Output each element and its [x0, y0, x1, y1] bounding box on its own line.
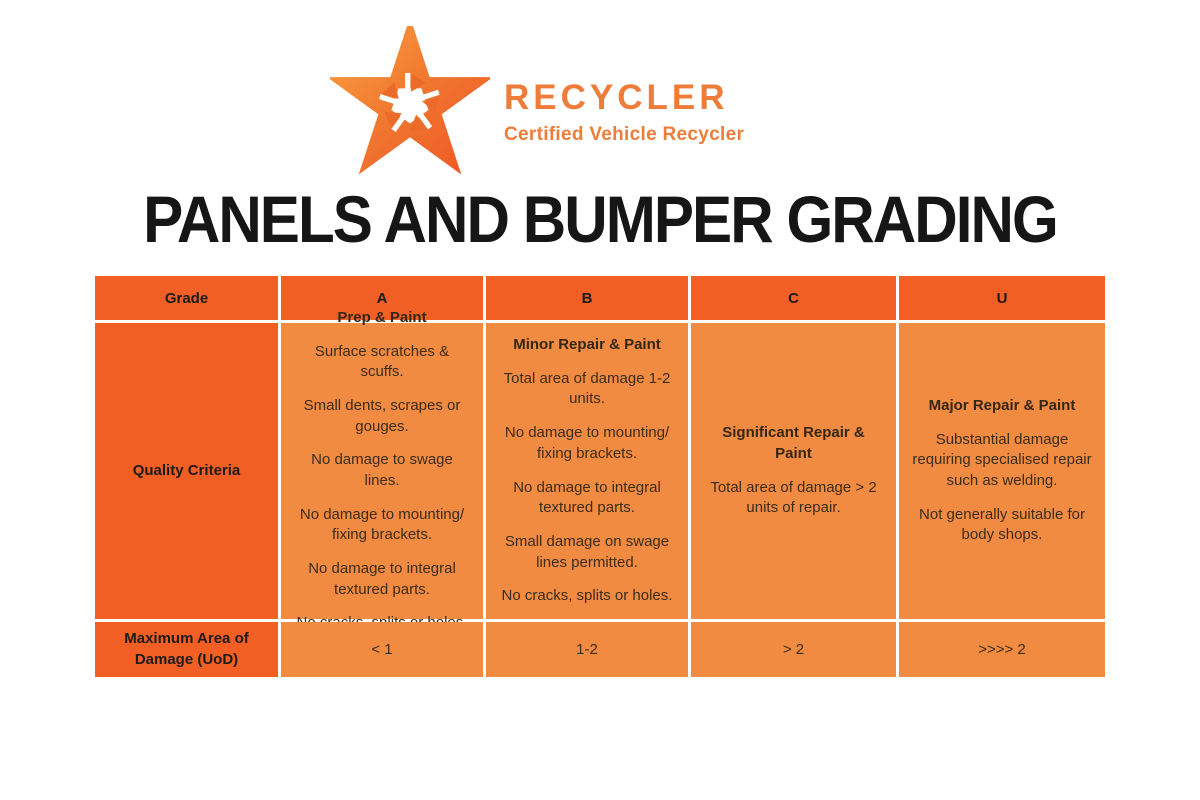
grade-b-item: No damage to mounting/ fixing brackets.: [504, 424, 670, 462]
grade-a-item: No damage to swage lines.: [311, 451, 453, 489]
grade-u-heading: Major Repair & Paint: [928, 396, 1076, 414]
quality-cell-c: [691, 323, 896, 619]
header-cell-grade: [95, 276, 278, 320]
quality-cell-u: [899, 323, 1105, 619]
quality-cell-b: [486, 323, 688, 619]
grade-a-item: Small dents, scrapes or gouges.: [303, 396, 461, 435]
grade-b-item: Total area of damage 1-2 units.: [503, 369, 671, 408]
page-title: PANELS AND BUMPER GRADING: [143, 183, 1057, 258]
max-damage-cell-b: 1-2: [486, 622, 688, 677]
logo-text: [504, 26, 744, 146]
grade-a-heading: Prep & Paint: [337, 308, 427, 326]
grade-a-item: Surface scratches & scuffs.: [314, 342, 450, 381]
grade-u-item: Not generally suitable for body shops.: [919, 505, 1085, 544]
grade-b-item: Small damage on swage lines permitted.: [504, 532, 670, 571]
grade-a-item: No damage to integral textured parts.: [308, 560, 456, 598]
header-label-a: A: [376, 289, 388, 307]
grade-c-item: Total area of damage > 2 units of repair.: [710, 478, 877, 517]
grade-a-item: No damage to mounting/ fixing brackets.: [299, 505, 465, 544]
header-cell-c: [691, 276, 896, 320]
brand-tagline: Certified Vehicle Recycler: [504, 124, 745, 145]
quality-criteria-label: Quality Criteria: [132, 461, 241, 479]
header-cell-u: [899, 276, 1105, 320]
max-damage-cell-u: >>>> 2: [899, 622, 1105, 677]
logo: [330, 26, 1200, 178]
header-label-b: B: [581, 289, 593, 307]
brand-name: RECYCLER: [504, 78, 729, 117]
header-cell-b: [486, 276, 688, 320]
grade-u-item: Substantial damage requiring specialised repair such as welding.: [912, 430, 1092, 489]
grade-b-item: No damage to integral textured parts.: [513, 478, 661, 517]
max-damage-cell-c: > 2: [691, 622, 896, 677]
header-label-grade: Grade: [164, 289, 209, 307]
row-label-quality-criteria: [95, 323, 278, 619]
row-label-max-damage: [95, 622, 278, 677]
grade-c-heading: Significant Repair & Paint: [722, 424, 865, 462]
grading-table: [95, 276, 1105, 677]
recycler-star-icon: [330, 26, 490, 176]
header-label-c: C: [788, 289, 799, 307]
grade-b-heading: Minor Repair & Paint: [513, 336, 661, 354]
header-label-u: U: [996, 289, 1008, 307]
max-damage-label: Maximum Area of Damage (UoD): [124, 630, 249, 668]
grade-b-item: No cracks, splits or holes.: [501, 587, 673, 605]
max-damage-cell-a: < 1: [281, 622, 483, 677]
quality-cell-a: [281, 308, 483, 619]
